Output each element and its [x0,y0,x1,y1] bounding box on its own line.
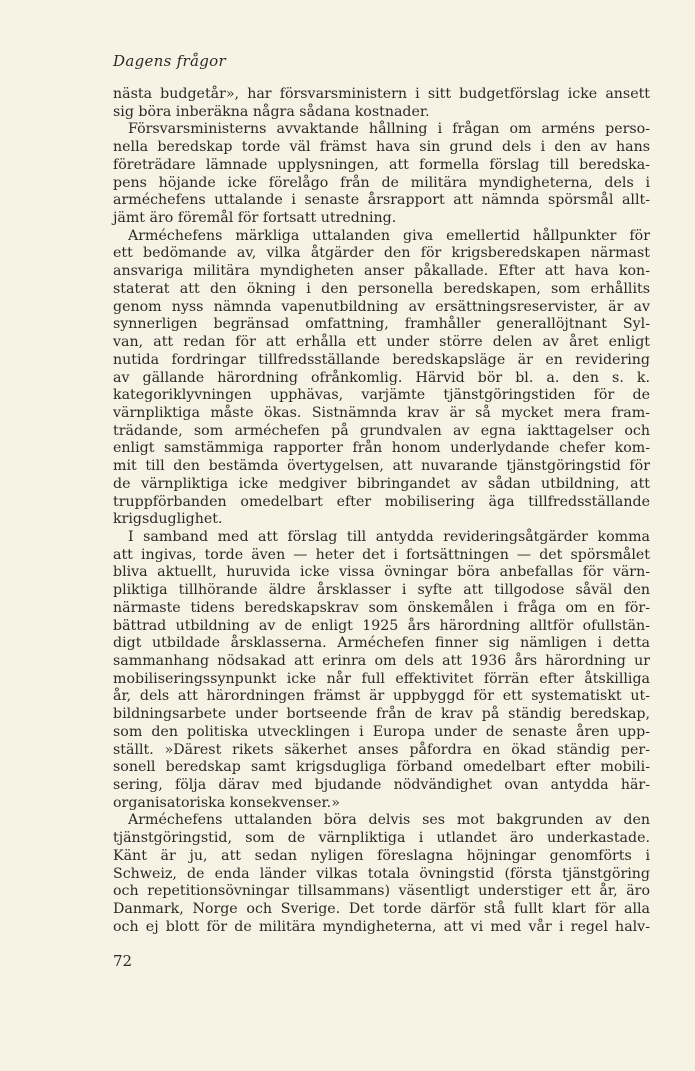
text-line: truppförbanden omedelbart efter mobilisering äga tillfredsställande [113,493,650,510]
text-line: sammanhang nödsakad att erinra om dels att 1936 års härordning ur [113,653,650,669]
text-line: pens höjande icke förelågo från de militära myndigheterna, dels i [113,174,650,191]
text-line: och ej blott för de militära myndigheterna, att vi med vår i regel halv- [113,918,650,935]
text-line: närmaste tidens beredskapskrav som önskemålen i fråga om en för- [113,599,650,616]
text-line: ett bedömande av, vilka åtgärder den för krigsberedskapen närmast [113,245,650,262]
text-line: värnpliktiga måste ökas. Sistnämnda krav är så mycket mera fram- [113,404,650,421]
text-line: kategoriklyvningen upphävas, varjämte tjänstgöringstiden för de [113,387,650,404]
text-line: ställt. »Därest rikets säkerhet anses påfordra en ökad ständig per- [113,741,650,758]
text-line: ansvariga militära myndigheten anser påkallade. Efter att hava kon- [113,263,650,280]
running-title: Dagens frågor [113,52,226,70]
text-line: pliktiga tillhörande äldre årsklasser i syfte att tillgodose såväl den [113,582,650,599]
text-line: organisatoriska konsekvenser.» [113,794,340,811]
text-line: digt utbildade årsklasserna. Arméchefen finner sig nämligen i detta [113,635,650,652]
paragraph [113,121,650,227]
text-line: mobiliseringssynpunkt icke når full effektivitet förrän efter åtskilliga [113,670,650,687]
text-line: Schweiz, de enda länder vilkas totala övningstid (första tjänstgöring [113,865,650,882]
text-line: bättrad utbildning av de enligt 1925 års härordning alltför ofullstän- [113,617,650,634]
page-number: 72 [113,952,133,970]
text-line: och repetitionsövningar tillsammans) väsentligt understiger ett år, äro [113,883,650,900]
text-line: Arméchefens uttalanden böra delvis ses mot bakgrunden av den [128,812,650,829]
text-line: Försvarsministerns avvaktande hållning i frågan om arméns perso- [128,121,650,138]
text-line: sering, följa därav med bjudande nödvändighet ovan antydda här- [113,777,650,794]
text-line: de värnpliktiga icke medgiver bibringandet av sådan utbildning, att [113,475,650,492]
text-line: sonell beredskap samt krigsdugliga förband omedelbart efter mobili- [113,759,650,776]
text-line: nella beredskap torde väl främst hava sin grund dels i den av hans [113,139,650,156]
text-line: företrädare lämnade upplysningen, att formella förslag till beredska- [113,156,650,173]
body-text [113,86,650,937]
paragraph [113,228,650,529]
text-line: år, dels att härordningen främst är uppbyggd för ett systematiskt ut- [113,688,650,705]
text-line: synnerligen begränsad omfattning, framhåller generallöjtnant Syl- [113,316,650,333]
text-line: nutida fordringar tillfredsställande beredskapsläge är en revidering [113,351,650,368]
text-line: mit till den bestämda övertygelsen, att nuvarande tjänstgöringstid för [113,458,650,475]
text-line: tjänstgöringstid, som de värnpliktiga i utlandet äro underkastade. [113,830,650,847]
text-line: Känt är ju, att sedan nyligen föreslagna höjningar genomförts i [113,847,650,864]
text-line: som den politiska utvecklingen i Europa under de senaste åren upp- [113,723,650,740]
text-line: van, att redan för att erhålla ett under större delen av året enligt [113,334,650,351]
text-line: bildningsarbete under bortseende från de krav på ständig beredskap, [113,706,650,723]
text-line: I samband med att förslag till antydda revideringsåtgärder komma [128,528,650,545]
text-line: av gällande härordning ofrånkomlig. Härvid bör bl. a. den s. k. [113,369,650,386]
text-line: Danmark, Norge och Sverige. Det torde därför stå fullt klart för alla [113,901,650,918]
text-line: sig böra inberäkna några sådana kostnader. [113,103,430,120]
paragraph [113,86,650,121]
text-line: staterat att den ökning i den personella beredskapen, som erhållits [113,280,650,297]
text-line: enligt samstämmiga rapporter från honom underlydande chefer kom- [113,440,650,457]
text-line: nästa budgetår», har försvarsministern i sitt budgetförslag icke ansett [113,86,650,102]
paragraph [113,529,650,813]
text-line: jämt äro föremål för fortsatt utredning. [113,210,397,227]
text-line: trädande, som arméchefen på grundvalen av egna iakttagelser och [113,422,650,439]
text-line: Arméchefens märkliga uttalanden giva emellertid hållpunkter för [128,227,650,244]
text-line: genom nyss nämnda vapenutbildning av ersättningsreservister, är av [113,298,650,315]
paragraph [113,812,650,936]
text-line: bliva aktuellt, huruvida icke vissa övningar böra anbefallas för värn- [113,564,650,581]
text-line: krigsduglighet. [113,511,223,528]
text-line: arméchefens uttalande i senaste årsrapport att nämnda spörsmål allt- [113,192,650,209]
text-line: att ingivas, torde även — heter det i fortsättningen — det spörsmålet [113,546,650,563]
